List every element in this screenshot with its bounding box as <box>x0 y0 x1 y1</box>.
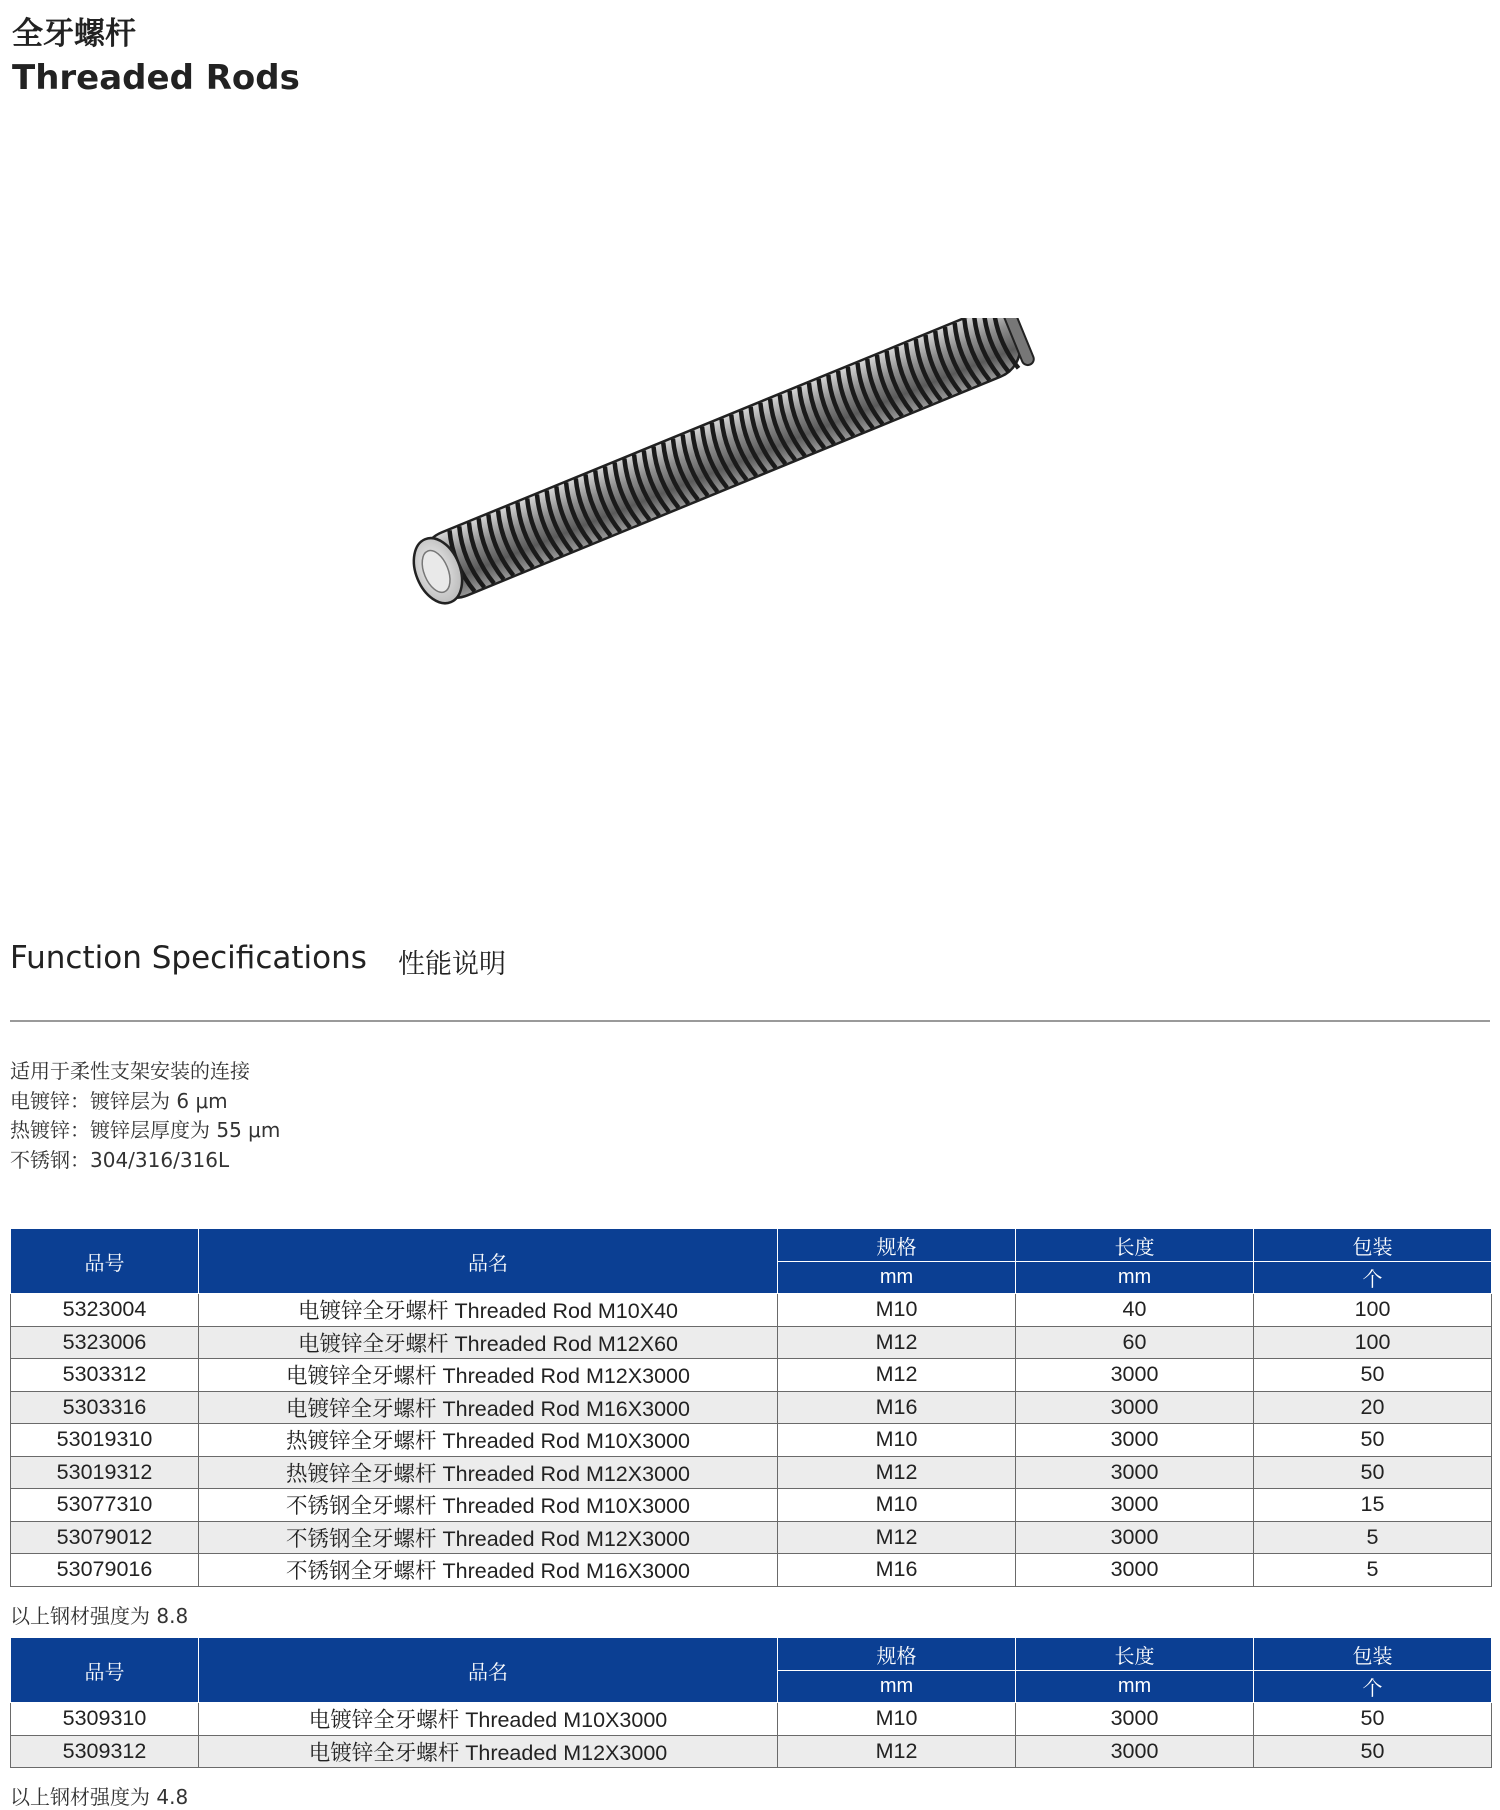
cell-length: 3000 <box>1016 1391 1254 1424</box>
description-block <box>10 1057 280 1175</box>
section-divider <box>10 1020 1490 1022</box>
cell-length: 3000 <box>1016 1703 1254 1736</box>
description-line: 热镀锌：镀锌层厚度为 55 μm <box>10 1118 281 1142</box>
description-line: 不锈钢：304/316/316L <box>10 1147 230 1172</box>
cell-name: 电镀锌全牙螺杆 Threaded M10X3000 <box>199 1703 778 1736</box>
cell-code: 5303312 <box>11 1359 199 1392</box>
cell-length: 3000 <box>1016 1521 1254 1554</box>
cell-spec: M12 <box>778 1456 1016 1489</box>
section-title-cn: 性能说明 <box>398 949 506 980</box>
header-code: 品号 <box>11 1638 199 1703</box>
description-line: 适用于柔性支架安装的连接 <box>10 1059 250 1083</box>
page-title-cn: 全牙螺杆 <box>12 16 136 52</box>
cell-spec: M12 <box>778 1521 1016 1554</box>
strength-note-2: 以上钢材强度为 4.8 <box>10 1785 189 1809</box>
header-spec-unit: mm <box>778 1671 1016 1703</box>
cell-spec: M12 <box>778 1359 1016 1392</box>
table-row <box>11 1326 1492 1359</box>
cell-name: 电镀锌全牙螺杆 Threaded Rod M10X40 <box>199 1294 778 1327</box>
cell-pack: 50 <box>1254 1735 1492 1768</box>
cell-length: 3000 <box>1016 1554 1254 1587</box>
cell-pack: 5 <box>1254 1521 1492 1554</box>
cell-code: 53077310 <box>11 1489 199 1522</box>
header-length-unit: mm <box>1016 1262 1254 1294</box>
table-row <box>11 1703 1492 1736</box>
table-row <box>11 1391 1492 1424</box>
product-table-1 <box>10 1228 1492 1587</box>
cell-name: 热镀锌全牙螺杆 Threaded Rod M10X3000 <box>199 1424 778 1457</box>
cell-spec: M16 <box>778 1391 1016 1424</box>
cell-length: 3000 <box>1016 1456 1254 1489</box>
header-spec-unit: mm <box>778 1262 1016 1294</box>
cell-spec: M12 <box>778 1735 1016 1768</box>
cell-name: 电镀锌全牙螺杆 Threaded M12X3000 <box>199 1735 778 1768</box>
threaded-rod-illustration <box>395 318 1075 638</box>
header-pack-unit: 个 <box>1254 1262 1492 1294</box>
product-table-2 <box>10 1637 1492 1768</box>
description-line: 电镀锌：镀锌层为 6 μm <box>10 1088 228 1113</box>
header-name: 品名 <box>199 1229 778 1294</box>
table-row <box>11 1294 1492 1327</box>
table-row <box>11 1735 1492 1768</box>
cell-pack: 50 <box>1254 1359 1492 1392</box>
cell-name: 热镀锌全牙螺杆 Threaded Rod M12X3000 <box>199 1456 778 1489</box>
cell-pack: 20 <box>1254 1391 1492 1424</box>
header-length: 长度 <box>1016 1229 1254 1262</box>
cell-pack: 50 <box>1254 1703 1492 1736</box>
cell-pack: 100 <box>1254 1326 1492 1359</box>
cell-code: 5309312 <box>11 1735 199 1768</box>
cell-length: 60 <box>1016 1326 1254 1359</box>
cell-pack: 15 <box>1254 1489 1492 1522</box>
cell-code: 5303316 <box>11 1391 199 1424</box>
header-pack: 包装 <box>1254 1638 1492 1671</box>
cell-code: 53019310 <box>11 1424 199 1457</box>
cell-spec: M12 <box>778 1326 1016 1359</box>
cell-pack: 100 <box>1254 1294 1492 1327</box>
table-row <box>11 1456 1492 1489</box>
header-pack: 包装 <box>1254 1229 1492 1262</box>
cell-length: 40 <box>1016 1294 1254 1327</box>
cell-pack: 50 <box>1254 1456 1492 1489</box>
cell-spec: M10 <box>778 1489 1016 1522</box>
cell-length: 3000 <box>1016 1359 1254 1392</box>
cell-name: 不锈钢全牙螺杆 Threaded Rod M16X3000 <box>199 1554 778 1587</box>
cell-length: 3000 <box>1016 1424 1254 1457</box>
cell-pack: 50 <box>1254 1424 1492 1457</box>
header-length-unit: mm <box>1016 1671 1254 1703</box>
cell-spec: M10 <box>778 1703 1016 1736</box>
cell-code: 5323004 <box>11 1294 199 1327</box>
cell-code: 5309310 <box>11 1703 199 1736</box>
cell-length: 3000 <box>1016 1489 1254 1522</box>
table-row <box>11 1424 1492 1457</box>
cell-code: 53019312 <box>11 1456 199 1489</box>
table-row <box>11 1521 1492 1554</box>
header-pack-unit: 个 <box>1254 1671 1492 1703</box>
cell-name: 不锈钢全牙螺杆 Threaded Rod M10X3000 <box>199 1489 778 1522</box>
strength-note-1: 以上钢材强度为 8.8 <box>10 1604 189 1628</box>
cell-name: 电镀锌全牙螺杆 Threaded Rod M12X60 <box>199 1326 778 1359</box>
cell-name: 不锈钢全牙螺杆 Threaded Rod M12X3000 <box>199 1521 778 1554</box>
cell-code: 53079016 <box>11 1554 199 1587</box>
page-title-en: Threaded Rods <box>12 58 300 98</box>
table-row <box>11 1489 1492 1522</box>
cell-code: 53079012 <box>11 1521 199 1554</box>
cell-spec: M16 <box>778 1554 1016 1587</box>
header-name: 品名 <box>199 1638 778 1703</box>
table-row <box>11 1554 1492 1587</box>
cell-name: 电镀锌全牙螺杆 Threaded Rod M12X3000 <box>199 1359 778 1392</box>
cell-name: 电镀锌全牙螺杆 Threaded Rod M16X3000 <box>199 1391 778 1424</box>
cell-spec: M10 <box>778 1294 1016 1327</box>
cell-spec: M10 <box>778 1424 1016 1457</box>
header-length: 长度 <box>1016 1638 1254 1671</box>
section-title-en: Function Specifications <box>10 940 367 976</box>
header-code: 品号 <box>11 1229 199 1294</box>
header-spec: 规格 <box>778 1229 1016 1262</box>
table-row <box>11 1359 1492 1392</box>
cell-code: 5323006 <box>11 1326 199 1359</box>
cell-length: 3000 <box>1016 1735 1254 1768</box>
header-spec: 规格 <box>778 1638 1016 1671</box>
cell-pack: 5 <box>1254 1554 1492 1587</box>
